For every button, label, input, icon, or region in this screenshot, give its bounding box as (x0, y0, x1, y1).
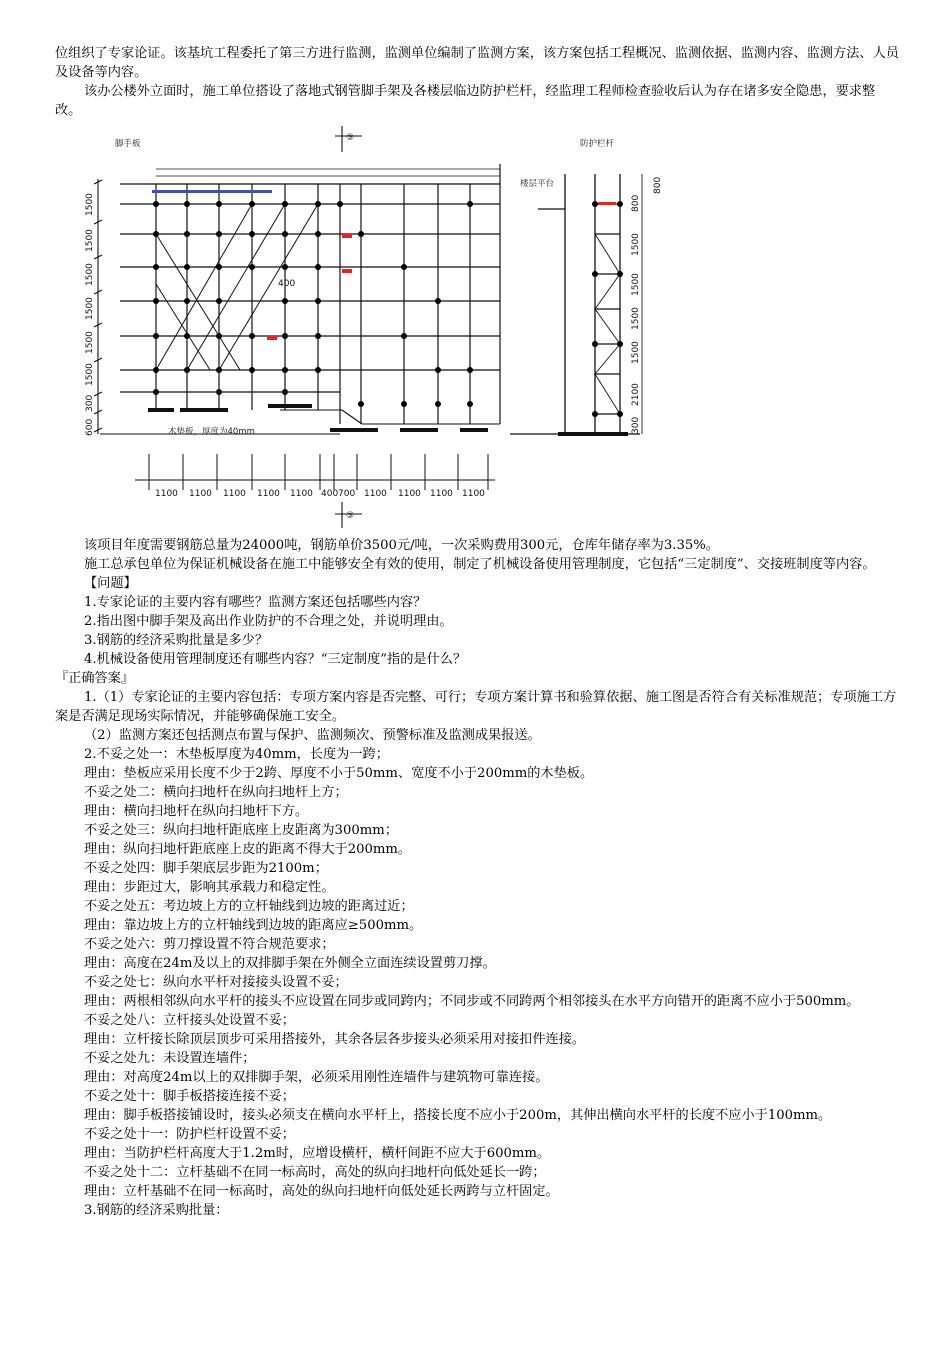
right-dimension-labels (631, 177, 663, 434)
dim-400: 400 (278, 279, 296, 289)
bottom-dim-0: 1100 (155, 489, 178, 499)
intro-line-1: 位组织了专家论证。该基坑工程委托了第三方进行监测，监测单位编制了监测方案，该方案包括工程概况、监测依据、监测内容、监测方法、人员及设备等内容。 (55, 46, 899, 80)
bottom-dim-9: 1100 (430, 489, 453, 499)
left-dimension-labels (85, 193, 95, 436)
right-dim-1: 800 (631, 194, 641, 212)
scaffold-drawing (80, 124, 663, 534)
left-dim-4: 1500 (85, 331, 95, 354)
answer-2-item-2: 不妥之处二：横向扫地杆在纵向扫地杆上方； (84, 785, 348, 800)
red-mark-2 (342, 269, 352, 273)
left-dim-2: 1500 (85, 263, 95, 286)
answer-2-item-11: 不妥之处十一：防护栏杆设置不妥； (84, 1127, 295, 1142)
right-dim-3: 1500 (631, 273, 641, 296)
answer-3: 3.钢筋的经济采购批量： (84, 1203, 229, 1218)
bottom-dim-1: 1100 (189, 489, 212, 499)
body-p1: 该项目年度需要钢筋总量为24000吨，钢筋单价3500元/吨，一次采购费用300元，仓库年储存率为3.35%。 (84, 538, 719, 553)
answer-2-reason-6: 理由：高度在24m及以上的双排脚手架在外侧全立面连续设置剪刀撑。 (84, 956, 496, 971)
answer-2-reason-4: 理由：步距过大，影响其承载力和稳定性。 (84, 880, 335, 895)
answer-2-item-6: 不妥之处六：剪刀撑设置不符合规范要求； (84, 937, 335, 952)
answer-2-reason-11: 理由：当防护栏杆高度大于1.2m时，应增设横杆，横杆间距不应大于600mm。 (84, 1146, 551, 1161)
axis-marker-bottom: ⑤ (346, 511, 355, 521)
right-dim-4: 1500 (631, 307, 641, 330)
bottom-dim-5: 400 (321, 489, 339, 499)
left-dim-3: 1500 (85, 297, 95, 320)
scaffold-elevation-figure (80, 124, 663, 534)
answer-1-part-1: 1.（1）专家论证的主要内容包括：专项方案内容是否完整、可行；专项方案计算书和验算依据、施工图是否符合有关标准规范；专项施工方案是否满足现场实际情况，并能够确保施工安全。 (55, 690, 897, 724)
answer-2-item-9: 不妥之处九：未设置连墙件； (84, 1051, 256, 1066)
answer-2-reason-8: 理由：立杆接长除顶层顶步可采用搭接外，其余各层各步接头必须采用对接扣件连接。 (84, 1032, 586, 1047)
scaffold-board-mark (152, 190, 272, 193)
right-dim-5: 1500 (631, 341, 641, 364)
answer-2-item-5: 不妥之处五：考边坡上方的立杆轴线到边坡的距离过近； (84, 899, 414, 914)
bottom-dim-8: 1100 (398, 489, 421, 499)
wood-pad-label: 木垫板，厚度为40mm (168, 427, 255, 437)
highlights (152, 190, 616, 340)
answer-1-part-2: （2）监测方案还包括测点布置与保护、监测频次、预警标准及监测成果报送。 (84, 728, 541, 743)
intro-block (55, 44, 900, 120)
left-dim-0: 1500 (85, 193, 95, 216)
answer-2-item-8: 不妥之处八：立杆接头处设置不妥； (84, 1013, 295, 1028)
bottom-dim-3: 1100 (257, 489, 280, 499)
bottom-dim-2: 1100 (223, 489, 246, 499)
bottom-dim-7: 1100 (364, 489, 387, 499)
left-dim-1: 1500 (85, 229, 95, 252)
question-4: 4.机械设备使用管理制度还有哪些内容？“三定制度”指的是什么？ (84, 652, 467, 667)
answer-2-item-10: 不妥之处十：脚手板搭接连接不妥； (84, 1089, 295, 1104)
right-dim-0: 800 (653, 176, 663, 194)
bottom-dim-6: 700 (338, 489, 356, 499)
scaffold-board-label: 脚手板 (115, 139, 141, 149)
bottom-dim-4: 1100 (290, 489, 313, 499)
floor-platform-label: 楼层平台 (520, 179, 555, 189)
body-p2: 施工总承包单位为保证机械设备在施工中能够安全有效的使用，制定了机械设备使用管理制度，它包括“三定制度”、交接班制度等内容。 (84, 557, 876, 572)
answer-2-reason-2: 理由：横向扫地杆在纵向扫地杆下方。 (84, 804, 309, 819)
right-dim-7: 300 (631, 416, 641, 434)
bottom-dim-10: 1100 (462, 489, 485, 499)
answer-2-reason-12: 理由：立杆基础不在同一标高时，高处的纵向扫地杆向低处延长两跨与立杆固定。 (84, 1184, 559, 1199)
axis-marker-top: ⑤ (346, 133, 355, 143)
question-3: 3.钢筋的经济采购批量是多少？ (84, 633, 269, 648)
bottom-dimension-labels (155, 489, 485, 499)
intro-line-2: 该办公楼外立面时，施工单位搭设了落地式钢管脚手架及各楼层临边防护栏杆，经监理工程师检查验收后认为存在诸多安全隐患，要求整改。 (55, 84, 876, 118)
answer-heading: 『正确答案』 (55, 671, 135, 686)
answer-2-item-12: 不妥之处十二：立杆基础不在同一标高时，高处的纵向扫地杆向低处延长一跨； (84, 1165, 546, 1180)
answer-2-reason-9: 理由：对高度24m以上的双排脚手架，必须采用刚性连墙件与建筑物可靠连接。 (84, 1070, 549, 1085)
right-dim-2: 1500 (631, 233, 641, 256)
answer-2-item-3: 不妥之处三：纵向扫地杆距底座上皮距离为300mm； (84, 823, 398, 838)
answer-2-reason-10: 理由：脚手板搭接铺设时，接头必须支在横向水平杆上，搭接长度不应小于200m，其伸出横向水平杆的长度不应小于100mm。 (84, 1108, 832, 1123)
left-dim-6: 300 (85, 394, 95, 412)
left-dim-5: 1500 (85, 363, 95, 386)
red-mark-3 (267, 336, 277, 340)
red-mark-4 (598, 202, 616, 205)
answer-2-reason-1: 理由：垫板应采用长度不少于2跨、厚度不小于50mm、宽度不小于200mm的木垫板。 (84, 766, 594, 781)
answer-2-reason-3: 理由：纵向扫地杆距底座上皮的距离不得大于200mm。 (84, 842, 412, 857)
answer-2-reason-7: 理由：两根相邻纵向水平杆的接头不应设置在同步或同跨内；不同步或不同跨两个相邻接头在水平方向错开的距离不应小于500mm。 (84, 994, 860, 1009)
answer-2-reason-5: 理由：靠边坡上方的立杆轴线到边坡的距离应≥500mm。 (84, 918, 423, 933)
question-1: 1.专家论证的主要内容有哪些？监测方案还包括哪些内容？ (84, 595, 427, 610)
body-block (55, 536, 900, 1220)
question-2: 2.指出图中脚手架及高出作业防护的不合理之处，并说明理由。 (84, 614, 453, 629)
right-dim-6: 2100 (631, 383, 641, 406)
question-heading: 【问题】 (84, 576, 137, 591)
guardrail-label: 防护栏杆 (580, 139, 615, 149)
answer-2-item-1: 2.不妥之处一：木垫板厚度为40mm，长度为一跨； (84, 747, 389, 762)
answer-2-item-4: 不妥之处四：脚手架底层步距为2100m； (84, 861, 328, 876)
red-mark-1 (342, 234, 352, 238)
answer-2-item-7: 不妥之处七：纵向水平杆对接接头设置不妥； (84, 975, 348, 990)
left-dim-7: 600 (85, 418, 95, 436)
